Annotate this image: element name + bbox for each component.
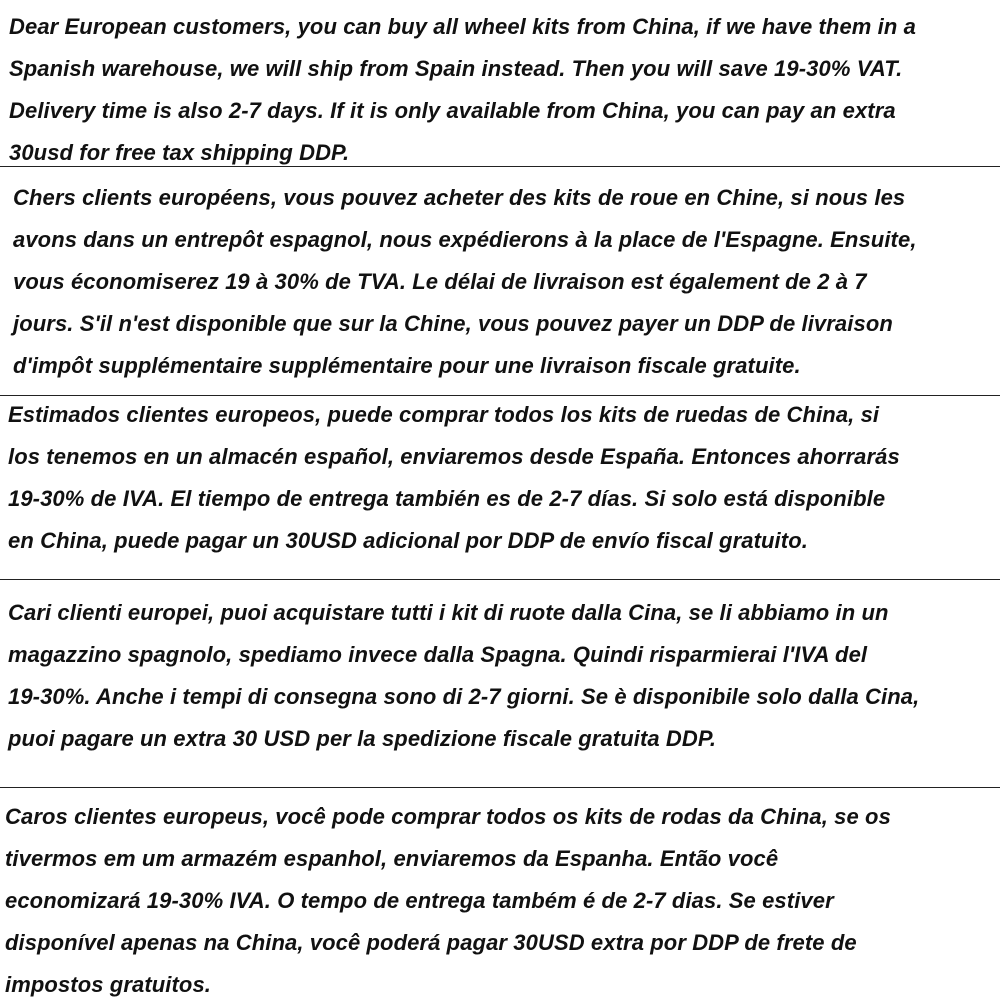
- italian-line-3: 19-30%. Anche i tempi di consegna sono di 2-7 giorni. Se è disponibile solo dalla Cina,: [8, 684, 920, 709]
- portuguese-line-2: tivermos em um armazém espanhol, enviaremos da Espanha. Então você: [5, 846, 779, 871]
- spanish-line-3: 19-30% de IVA. El tiempo de entrega también es de 2-7 días. Si solo está disponible: [8, 486, 886, 511]
- english-line-4: 30usd for free tax shipping DDP.: [9, 140, 350, 165]
- french-line-1: Chers clients européens, vous pouvez acheter des kits de roue en Chine, si nous les: [13, 185, 906, 210]
- italian-line-2: magazzino spagnolo, spediamo invece dalla Spagna. Quindi risparmierai l'IVA del: [8, 642, 868, 667]
- portuguese-line-1: Caros clientes europeus, você pode comprar todos os kits de rodas da China, se os: [5, 804, 891, 829]
- spanish-line-1: Estimados clientes europeos, puede comprar todos los kits de ruedas de China, si: [8, 402, 880, 427]
- spanish-line-4: en China, puede pagar un 30USD adicional por DDP de envío fiscal gratuito.: [8, 528, 808, 553]
- english-line-2: Spanish warehouse, we will ship from Spain instead. Then you will save 19-30% VAT.: [9, 56, 903, 81]
- spanish-line-2: los tenemos en un almacén español, enviaremos desde España. Entonces ahorrarás: [8, 444, 900, 469]
- portuguese-line-4: disponível apenas na China, você poderá pagar 30USD extra por DDP de frete de: [5, 930, 857, 955]
- english-line-1: Dear European customers, you can buy all wheel kits from China, if we have them in a: [9, 14, 916, 39]
- english-line-3: Delivery time is also 2-7 days. If it is only available from China, you can pay an extra: [9, 98, 896, 123]
- french-line-5: d'impôt supplémentaire supplémentaire pour une livraison fiscale gratuite.: [13, 353, 801, 378]
- portuguese-line-5: impostos gratuitos.: [5, 972, 212, 997]
- french-line-3: vous économiserez 19 à 30% de TVA. Le délai de livraison est également de 2 à 7: [13, 269, 867, 294]
- italian-line-4: puoi pagare un extra 30 USD per la spedizione fiscale gratuita DDP.: [8, 726, 717, 751]
- french-line-4: jours. S'il n'est disponible que sur la Chine, vous pouvez payer un DDP de livraison: [13, 311, 893, 336]
- portuguese-line-3: economizará 19-30% IVA. O tempo de entrega também é de 2-7 dias. Se estiver: [5, 888, 834, 913]
- french-line-2: avons dans un entrepôt espagnol, nous expédierons à la place de l'Espagne. Ensuite,: [13, 227, 917, 252]
- italian-line-1: Cari clienti europei, puoi acquistare tutti i kit di ruote dalla Cina, se li abbiamo in un: [8, 600, 889, 625]
